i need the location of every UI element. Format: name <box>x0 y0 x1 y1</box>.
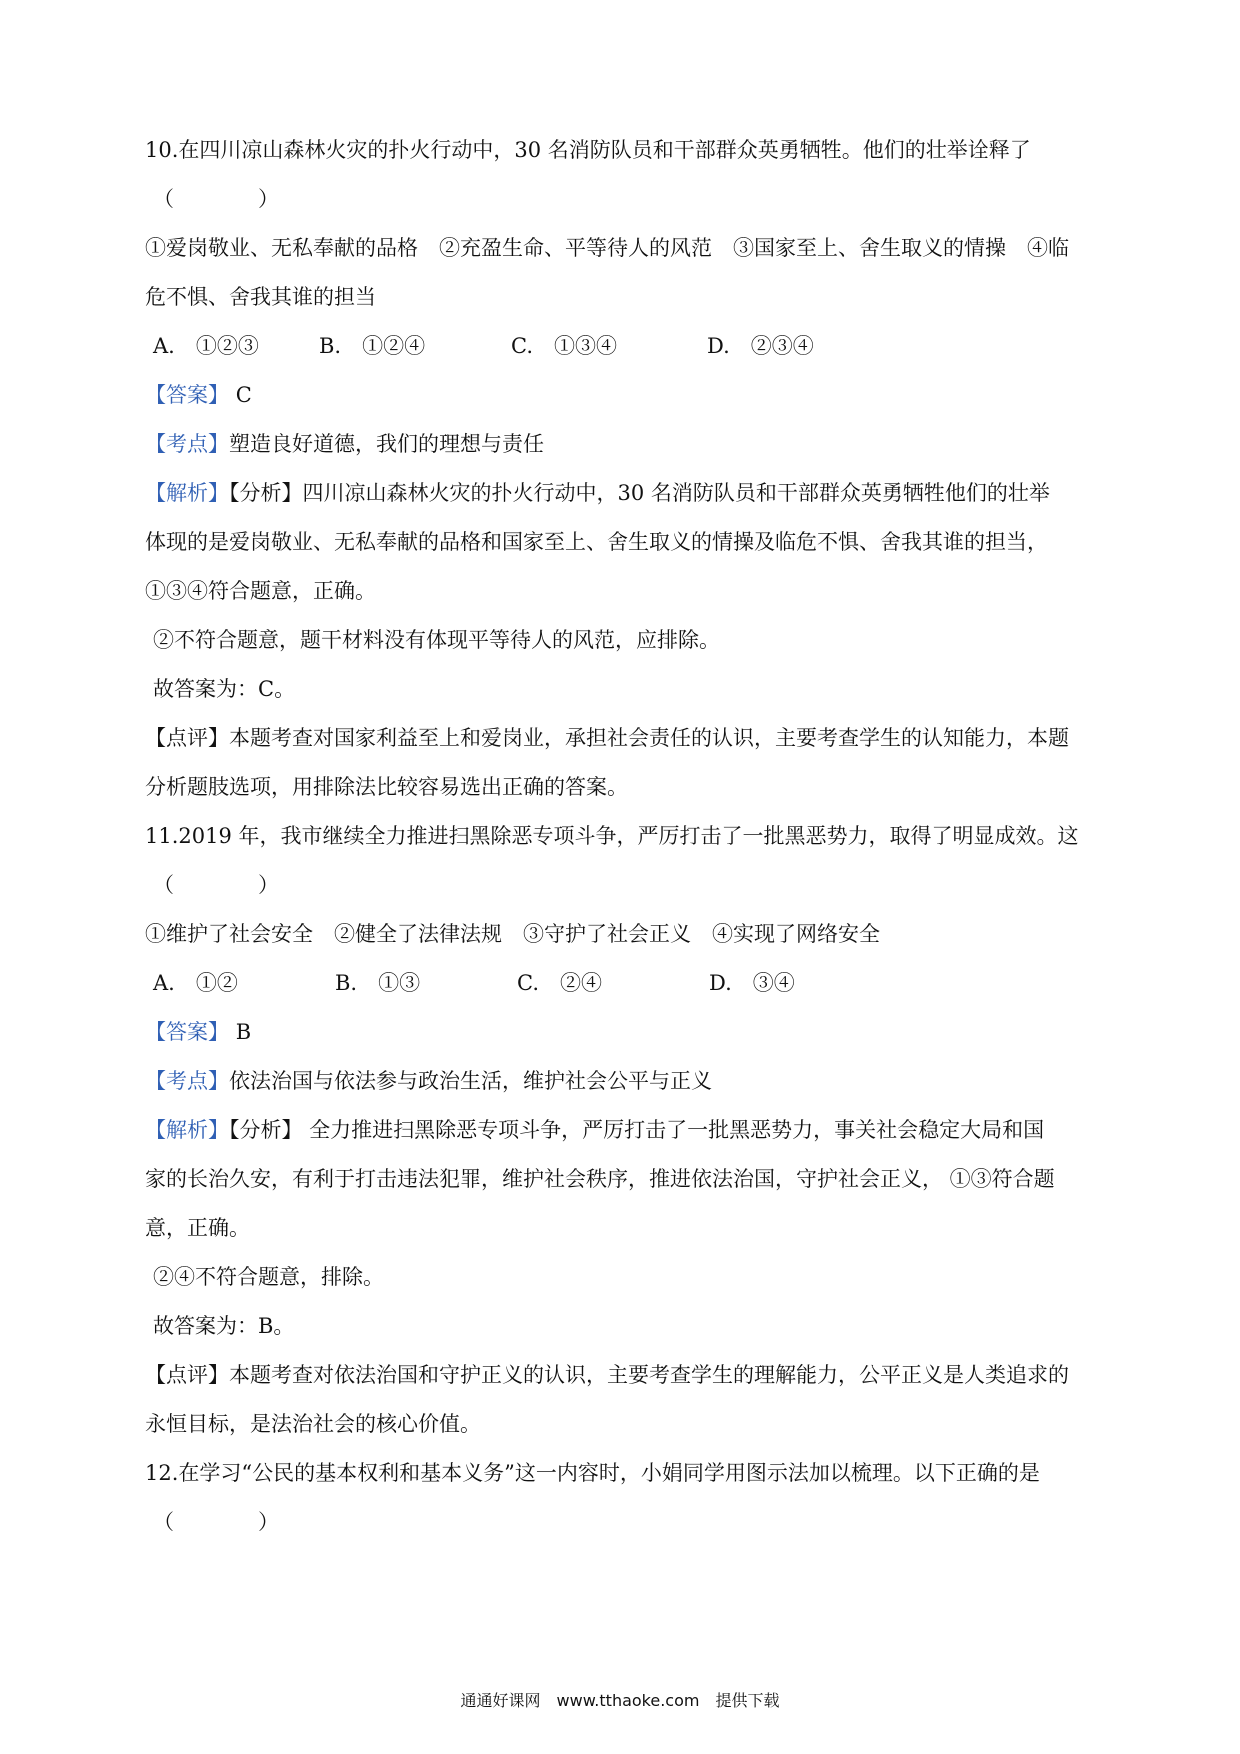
q11-point <box>145 1057 1105 1106</box>
q10-comment-line1: 本题考查对国家利益至上和爱岗业，承担社会责任的认识，主要考查学生的认知能力，本题 <box>229 726 1069 750</box>
document-body <box>145 126 1105 1547</box>
q11-comment-line1: 本题考查对依法治国和守护正义的认识，主要考查学生的理解能力，公平正义是人类追求的 <box>229 1363 1069 1387</box>
q11-analysis-line5: 故答案为：B。 <box>153 1314 295 1338</box>
q10-point-text: 塑造良好道德，我们的理想与责任 <box>229 432 544 456</box>
q10-comment <box>145 714 1105 763</box>
comment-tag: 【点评】 <box>145 1363 229 1387</box>
q10-analysis-line4: ②不符合题意，题干材料没有体现平等待人的风范，应排除。 <box>153 628 720 652</box>
q11-analysis-line1: 【分析】 全力推进扫黑除恶专项斗争，严厉打击了一批黑恶势力，事关社会稳定大局和国 <box>229 1118 1045 1142</box>
q11-analysis-line3: 意，正确。 <box>145 1216 250 1240</box>
q10-items-cont: 危不惧、舍我其谁的担当 <box>145 285 376 309</box>
q11-comment-line2: 永恒目标，是法治社会的核心价值。 <box>145 1412 481 1436</box>
answer-tag: 【答案】 <box>145 1020 229 1044</box>
q10-option-d: D. ②③④ <box>707 334 814 358</box>
q10-analysis <box>145 469 1105 518</box>
q11-options <box>145 959 1105 1008</box>
q11-point-text: 依法治国与依法参与政治生活，维护社会公平与正义 <box>229 1069 712 1093</box>
point-tag: 【考点】 <box>145 1069 229 1093</box>
q12-paren: （ ） <box>153 1510 279 1534</box>
q11-option-d: D. ③④ <box>709 971 795 995</box>
answer-tag: 【答案】 <box>145 383 229 407</box>
q11-analysis-line4: ②④不符合题意，排除。 <box>153 1265 384 1289</box>
q11-answer <box>145 1008 1105 1057</box>
q10-items: ①爱岗敬业、无私奉献的品格 ②充盈生命、平等待人的风范 ③国家至上、舍生取义的情操 ④临 <box>145 236 1069 260</box>
q11-analysis <box>145 1106 1105 1155</box>
q11-stem: 11.2019 年，我市继续全力推进扫黑除恶专项斗争，严厉打击了一批黑恶势力，取得了明显成效。这 <box>145 824 1079 848</box>
comment-tag: 【点评】 <box>145 726 229 750</box>
q11-paren: （ ） <box>153 873 279 897</box>
q12-stem: 12.在学习“公民的基本权利和基本义务”这一内容时，小娟同学用图示法加以梳理。以下正确的是 <box>145 1461 1040 1485</box>
q10-analysis-line2: 体现的是爱岗敬业、无私奉献的品格和国家至上、舍生取义的情操及临危不惧、舍我其谁的担当， <box>145 530 1048 554</box>
q11-items: ①维护了社会安全 ②健全了法律法规 ③守护了社会正义 ④实现了网络安全 <box>145 922 880 946</box>
q10-stem: 10.在四川凉山森林火灾的扑火行动中，30 名消防队员和干部群众英勇牺牲。他们的壮举诠释了 <box>145 138 1031 162</box>
q11-analysis-line2: 家的长治久安，有利于打击违法犯罪，维护社会秩序，推进依法治国，守护社会正义， ①③符合题 <box>145 1167 1055 1191</box>
q10-option-c: C. ①③④ <box>511 334 617 358</box>
q11-option-c: C. ②④ <box>517 971 602 995</box>
analysis-tag: 【解析】 <box>145 1118 229 1142</box>
q10-analysis-line3: ①③④符合题意，正确。 <box>145 579 376 603</box>
q11-option-a: A. ①② <box>153 971 238 995</box>
q10-point <box>145 420 1105 469</box>
q11-answer-value: B <box>235 1020 252 1044</box>
point-tag: 【考点】 <box>145 432 229 456</box>
q10-option-b: B. ①②④ <box>319 334 426 358</box>
page-footer: 通通好课网 www.tthaoke.com 提供下载 <box>460 1691 780 1710</box>
q10-analysis-line1: 【分析】四川凉山森林火灾的扑火行动中，30 名消防队员和干部群众英勇牺牲他们的壮举 <box>229 481 1050 505</box>
q11-comment <box>145 1351 1105 1400</box>
analysis-tag: 【解析】 <box>145 481 229 505</box>
q10-answer-value: C <box>235 383 252 407</box>
q10-comment-line2: 分析题肢选项，用排除法比较容易选出正确的答案。 <box>145 775 628 799</box>
q10-paren: （ ） <box>153 187 279 211</box>
q10-options <box>145 322 1105 371</box>
q10-answer <box>145 371 1105 420</box>
q10-analysis-line5: 故答案为：C。 <box>153 677 296 701</box>
q11-option-b: B. ①③ <box>335 971 421 995</box>
q10-option-a: A. ①②③ <box>153 334 259 358</box>
